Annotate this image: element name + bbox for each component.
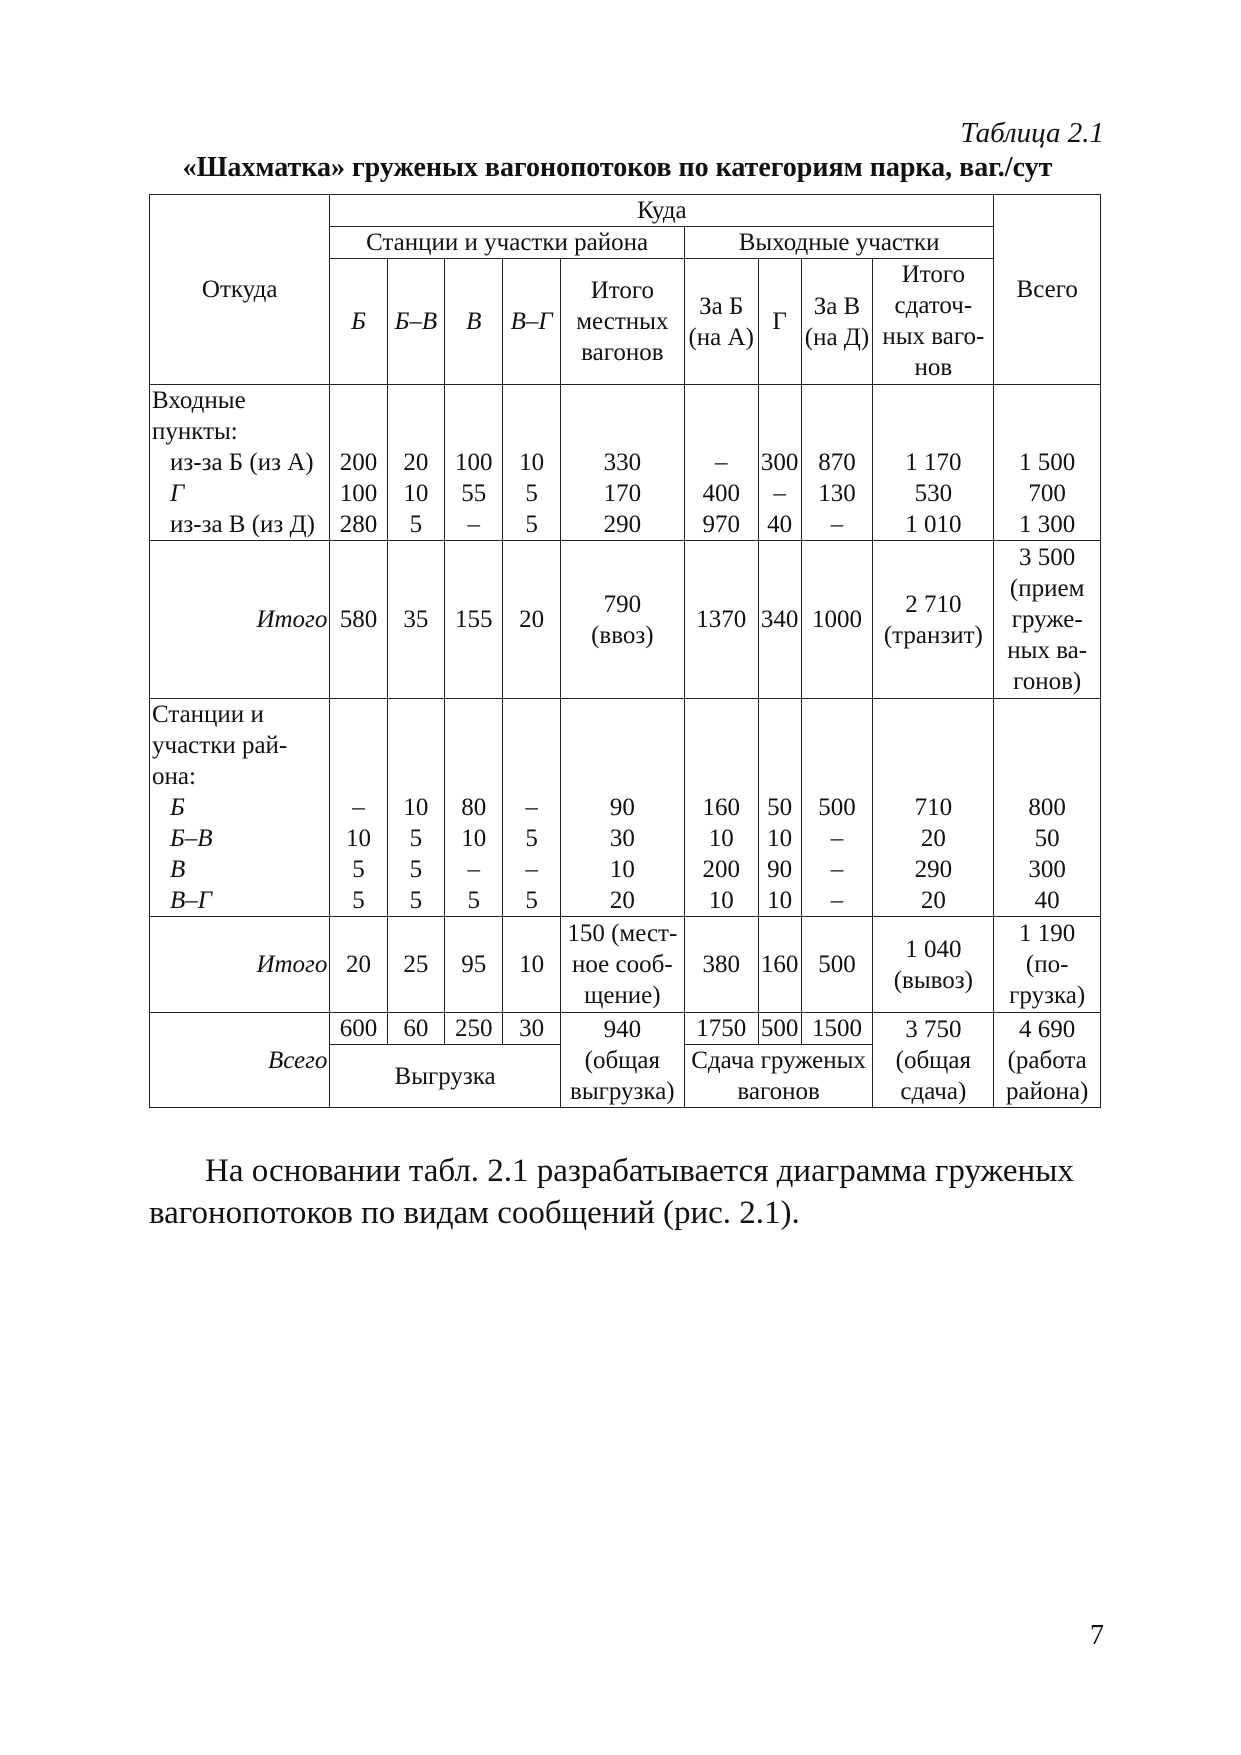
header-group-exits: Выходные участки bbox=[684, 227, 994, 259]
grand-total-label: Всего bbox=[150, 1013, 330, 1108]
row-label: из-за В (из Д) bbox=[150, 509, 330, 541]
chessboard-table bbox=[149, 194, 1101, 1108]
table-row: Б–В 10 5 10 5 30 10 10 – 20 50 bbox=[150, 823, 1101, 854]
table-row: В 5 5 – – 10 200 90 – 290 300 bbox=[150, 854, 1101, 885]
header-total: Всего bbox=[994, 195, 1101, 385]
header-to: Куда bbox=[330, 195, 994, 227]
table-title: «Шахматка» груженых вагонопотоков по категориям парка, ваг./сут bbox=[182, 152, 1053, 183]
subtotal-row-district: Итого 20 25 95 10 150 (мест- ное сооб- щение) 380 160 500 1 040 (вывоз) 1 190 (по- грузка) bbox=[150, 917, 1101, 1013]
section-label-district: Станции и участки рай- она: bbox=[150, 699, 330, 793]
row-label: из-за Б (из А) bbox=[150, 447, 330, 478]
subtotal-label: Итого bbox=[150, 541, 330, 699]
handover-label: Сдача груженых вагонов bbox=[684, 1045, 873, 1108]
col-header-zav: За В (на Д) bbox=[801, 259, 873, 385]
col-header-local-total: Итого местных вагонов bbox=[560, 259, 684, 385]
row-label: Б–В bbox=[150, 823, 330, 854]
row-label: Г bbox=[150, 478, 330, 509]
header-group-stations: Станции и участки района bbox=[330, 227, 684, 259]
row-label: В–Г bbox=[150, 885, 330, 917]
subtotal-label: Итого bbox=[150, 917, 330, 1013]
col-header-b: Б bbox=[330, 259, 387, 385]
table-row: из-за В (из Д) 280 5 – 5 290 970 40 – 1 010 1 300 bbox=[150, 509, 1101, 541]
row-label: Б bbox=[150, 792, 330, 823]
col-header-v: В bbox=[445, 259, 503, 385]
table-caption: Таблица 2.1 bbox=[960, 117, 1104, 149]
grand-total-row: Всего 600 60 250 30 940 (общая выгрузка) 1750 500 1500 3 750 (общая сдача) 4 690 (работа района) bbox=[150, 1013, 1101, 1045]
table-row: Г 100 10 55 5 170 400 – 130 530 700 bbox=[150, 478, 1101, 509]
table-row: В–Г 5 5 5 5 20 10 10 – 20 40 bbox=[150, 885, 1101, 917]
col-header-zab: За Б (на А) bbox=[684, 259, 758, 385]
table-row: Б – 10 80 – 90 160 50 500 710 800 bbox=[150, 792, 1101, 823]
header-from: Откуда bbox=[150, 195, 330, 385]
unload-label: Выгрузка bbox=[330, 1045, 561, 1108]
page-number: 7 bbox=[1090, 1620, 1104, 1651]
subtotal-row-entry: Итого 580 35 155 20 790 (ввоз) 1370 340 1000 2 710 (транзит) 3 500 (прием груже- ных ва- гонов) bbox=[150, 541, 1101, 699]
col-header-handover-total: Итого сдаточ- ных ваго- нов bbox=[873, 259, 994, 385]
table-row: из-за Б (из А) 200 20 100 10 330 – 300 870 1 170 1 500 bbox=[150, 447, 1101, 478]
section-label-entry: Входные пункты: bbox=[150, 385, 330, 448]
col-header-b-v: Б–В bbox=[387, 259, 444, 385]
row-label: В bbox=[150, 854, 330, 885]
col-header-v-g: В–Г bbox=[503, 259, 560, 385]
body-paragraph: На основании табл. 2.1 разрабатывается диаграмма груженых вагонопотоков по видам сообщений (рис. 2.1). bbox=[149, 1153, 1074, 1231]
col-header-g: Г bbox=[758, 259, 801, 385]
